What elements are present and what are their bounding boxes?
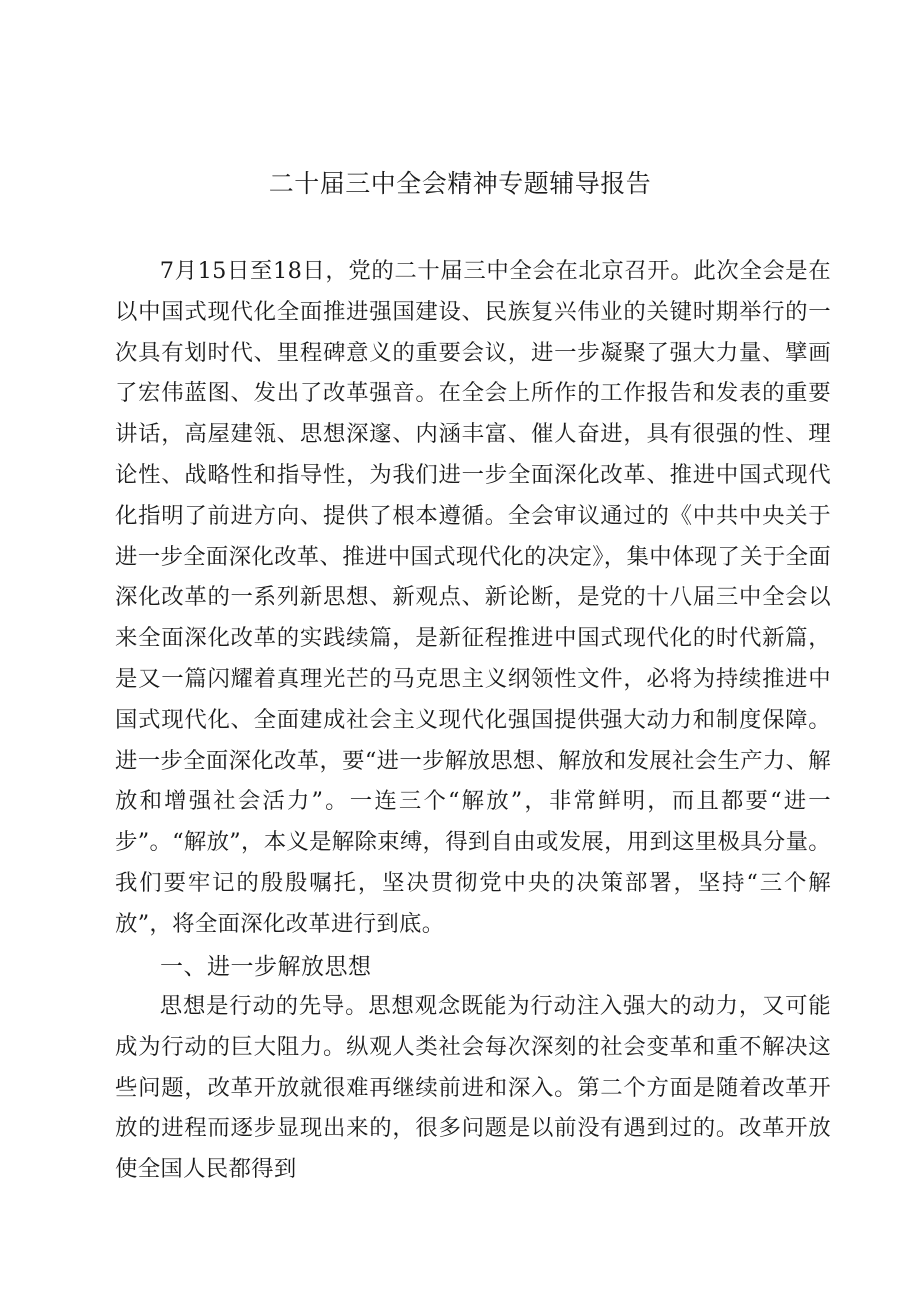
section-heading: 一、进一步解放思想 (160, 954, 372, 980)
document-title: 二十届三中全会精神专题辅导报告 (268, 169, 652, 198)
section-paragraph: 思想是行动的先导。思想观念既能为行动注入强大的动力，又可能成为行动的巨大阻力。纵观人类社会每次深刻的社会变革和重不解决这些问题，改革开放就很难再继续前进和深入。第二个方面是随着改革开放的进程而逐步显现出来的，很多问题是以前没有遇到过的。改革开放使全国人民都得到 (115, 993, 831, 1183)
intro-paragraph: 7月15日至18日，党的二十届三中全会在北京召开。此次全会是在以中国式现代化全面推进强国建设、民族复兴伟业的关键时期举行的一次具有划时代、里程碑意义的重要会议，进一步凝聚了强大力量、擘画了宏伟蓝图、发出了改革强音。在全会上所作的工作报告和发表的重要讲话，高屋建瓴、思想深邃、内涵丰富、催人奋进，具有很强的性、理论性、战略性和指导性，为我们进一步全面深化改革、推进中国式现代化指明了前进方向、提供了根本遵循。全会审议通过的《中共中央关于进一步全面深化改革、推进中国式现代化的决定》，集中体现了关于全面深化改革的一系列新思想、新观点、新论断，是党的十八届三中全会以来全面深化改革的实践续篇，是新征程推进中国式现代化的时代新篇，是又一篇闪耀着真理光芒的马克思主义纲领性文件，必将为持续推进中国式现代化、全面建成社会主义现代化强国提供强大动力和制度保障。进一步全面深化改革，要“进一步解放思想、解放和发展社会生产力、解放和增强社会活力”。一连三个“解放”，非常鲜明，而且都要“进一步”。“解放”，本义是解除束缚，得到自由或发展，用到这里极具分量。我们要牢记的殷殷嘱托，坚决贯彻党中央的决策部署，坚持“三个解放”，将全面深化改革进行到底。 (115, 258, 831, 937)
